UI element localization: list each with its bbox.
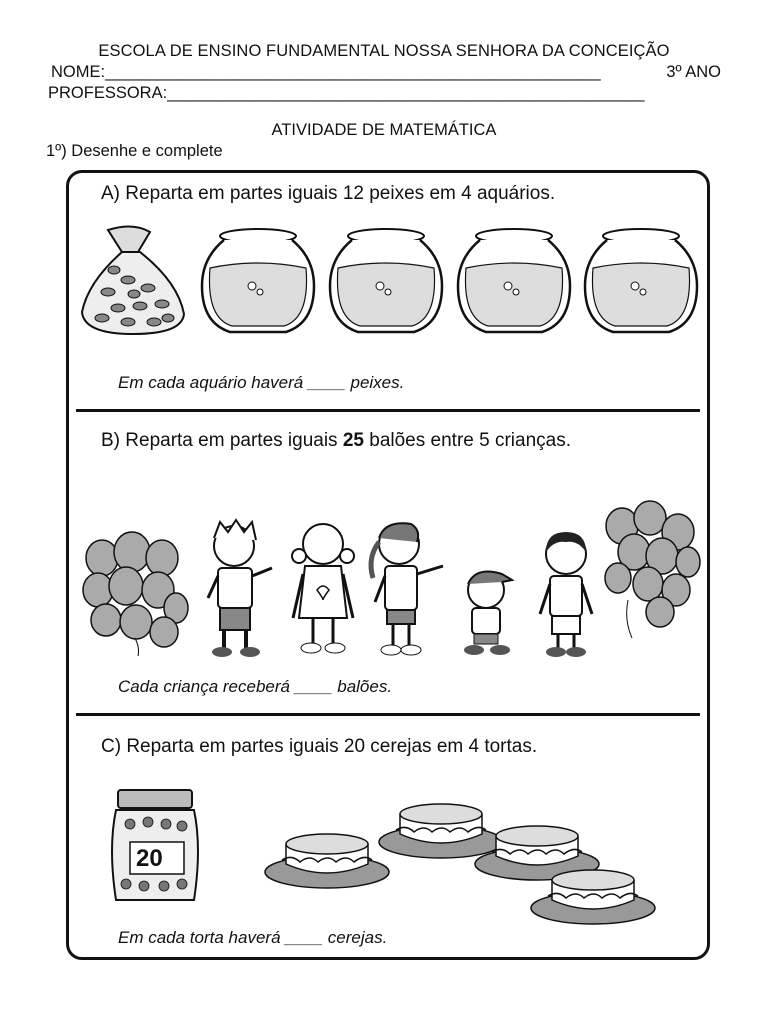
section-b-title: B) Reparta em partes iguais 25 balões entre 5 crianças. <box>101 430 571 451</box>
instruction: 1º) Desenhe e complete <box>46 142 223 160</box>
child-icon <box>365 518 449 658</box>
divider-ab <box>76 409 700 412</box>
activity-title: ATIVIDADE DE MATEMÁTICA <box>271 121 497 139</box>
school-name: ESCOLA DE ENSINO FUNDAMENTAL NOSSA SENHORA DA CONCEIÇÃO <box>98 42 670 60</box>
fishbowl-icon <box>583 228 699 338</box>
balloons-icon <box>598 500 702 640</box>
child-icon <box>287 518 359 656</box>
section-b-answer[interactable]: Cada criança receberá ____ balões. <box>118 677 393 696</box>
balloons-icon <box>80 528 190 658</box>
section-a-title: A) Reparta em partes iguais 12 peixes em 4 aquários. <box>101 183 556 204</box>
grade-label: 3º ANO <box>666 63 721 81</box>
section-c-answer[interactable]: Em cada torta haverá ____ cerejas. <box>118 928 388 947</box>
name-label: NOME:______________________________________________________ <box>51 63 601 81</box>
pie-icon <box>262 826 392 890</box>
name-line[interactable] <box>51 63 721 82</box>
child-icon <box>534 530 598 658</box>
divider-bc <box>76 713 700 716</box>
fish-bag-icon <box>78 222 188 337</box>
pie-icon <box>528 862 658 926</box>
fishbowl-icon <box>200 228 316 338</box>
fishbowl-icon <box>456 228 572 338</box>
child-icon <box>456 566 518 658</box>
jar-label: 20 <box>136 845 163 872</box>
section-c-title: C) Reparta em partes iguais 20 cerejas em 4 tortas. <box>101 736 538 757</box>
child-icon <box>202 518 278 658</box>
teacher-line[interactable]: PROFESSORA:____________________________________________________ <box>48 84 645 102</box>
section-a-answer[interactable]: Em cada aquário haverá ____ peixes. <box>118 373 405 392</box>
fishbowl-icon <box>328 228 444 338</box>
